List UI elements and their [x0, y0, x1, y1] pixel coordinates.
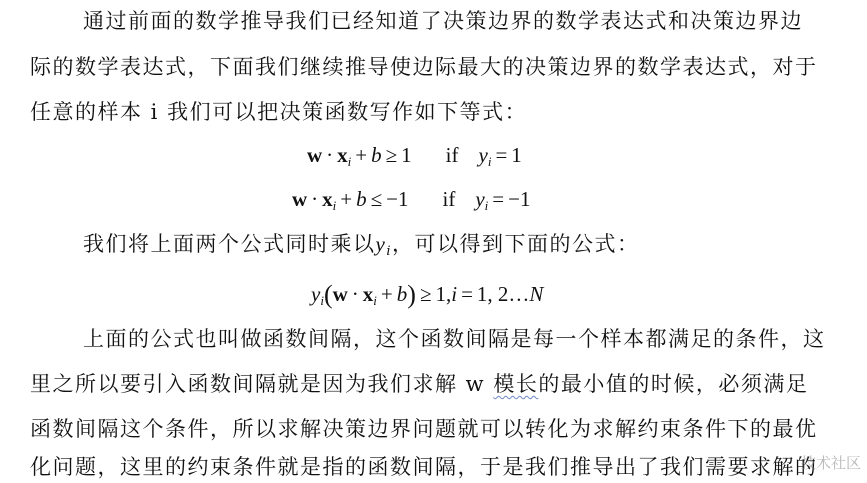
eq3-eq: =: [461, 282, 473, 306]
equation-1: [307, 140, 522, 170]
paragraph-1-line-3: 任意的样本 i 我们可以把决策函数写作如下等式：: [30, 100, 528, 124]
paragraph-1-line-2: 际的数学表达式，下面我们继续推导使边际最大的决策边界的数学表达式，对于: [30, 55, 818, 79]
paragraph-2-var-sub: i: [386, 244, 392, 259]
paragraph-3-line-2-before: 里之所以要引入函数间隔就是因为我们求解 w: [30, 372, 494, 396]
eq2-b: b: [356, 187, 367, 211]
eq2-x: x: [322, 187, 333, 211]
eq2-rel: ≤: [370, 187, 383, 211]
eq2-x-sub: i: [332, 198, 337, 213]
eq2-yval: −1: [508, 187, 531, 211]
eq3-dot: ·: [351, 282, 359, 306]
eq3-w: w: [332, 282, 348, 306]
eq3-x-sub: i: [373, 293, 377, 308]
paragraph-3-line-2-after: 的最小值的时候，必须满足: [538, 372, 809, 396]
eq3-y-sub: i: [320, 293, 324, 308]
paragraph-3-line-2: [30, 369, 808, 399]
eq3-rel: ≥: [419, 282, 432, 306]
eq3-n: N: [529, 282, 544, 306]
eq1-y: y: [478, 143, 488, 167]
eq1-b: b: [371, 143, 382, 167]
eq3-index: i: [451, 282, 458, 306]
watermark: 技术社区: [800, 454, 861, 472]
eq2-eq: =: [492, 187, 505, 211]
eq1-plus: +: [355, 143, 368, 167]
eq3-b: b: [396, 282, 408, 306]
paragraph-2-before: 我们将上面两个公式同时乘以: [83, 232, 376, 256]
paragraph-3-line-4: 化问题，这里的约束条件就是指的函数间隔，于是我们推导出了我们需要求解的: [30, 455, 818, 479]
eq2-rhs: −1: [386, 187, 409, 211]
eq1-w: w: [307, 143, 323, 167]
eq1-y-sub: i: [487, 154, 492, 169]
eq3-rhs: 1,: [435, 282, 452, 306]
eq3-plus: +: [380, 282, 393, 306]
eq1-rhs: 1: [401, 143, 412, 167]
eq1-eq: =: [495, 143, 508, 167]
eq2-w: w: [292, 187, 308, 211]
paragraph-1-line-1: 通过前面的数学推导我们已经知道了决策边界的数学表达式和决策边界边: [83, 9, 803, 33]
eq3-y: y: [311, 282, 321, 306]
eq2-dot: ·: [311, 187, 319, 211]
paragraph-2-after: ，可以得到下面的公式：: [392, 232, 640, 256]
spellcheck-underlined-word: 模长: [493, 372, 539, 396]
eq3-x: x: [362, 282, 374, 306]
eq3-range: 1, 2…: [476, 282, 530, 306]
eq3-open-paren: (: [323, 280, 333, 309]
eq2-y: y: [475, 187, 485, 211]
eq1-dot: ·: [326, 143, 334, 167]
eq2-y-sub: i: [484, 198, 489, 213]
eq1-x: x: [337, 143, 348, 167]
equation-3: [311, 279, 543, 310]
eq1-x-sub: i: [347, 154, 352, 169]
eq1-yval: 1: [511, 143, 522, 167]
eq1-rel: ≥: [385, 143, 398, 167]
paragraph-2: [83, 229, 640, 259]
eq2-if: if: [442, 187, 456, 211]
eq1-if: if: [445, 143, 459, 167]
paragraph-3-line-1: 上面的公式也叫做函数间隔，这个函数间隔是每一个样本都满足的条件，这: [83, 327, 826, 351]
eq3-close-paren: ): [407, 280, 416, 309]
paragraph-3-line-3: 函数间隔这个条件，所以求解决策边界问题就可以转化为求解约束条件下的最优: [30, 417, 818, 441]
paragraph-2-var: y: [375, 232, 387, 256]
equation-2: [292, 184, 530, 214]
eq2-plus: +: [340, 187, 353, 211]
